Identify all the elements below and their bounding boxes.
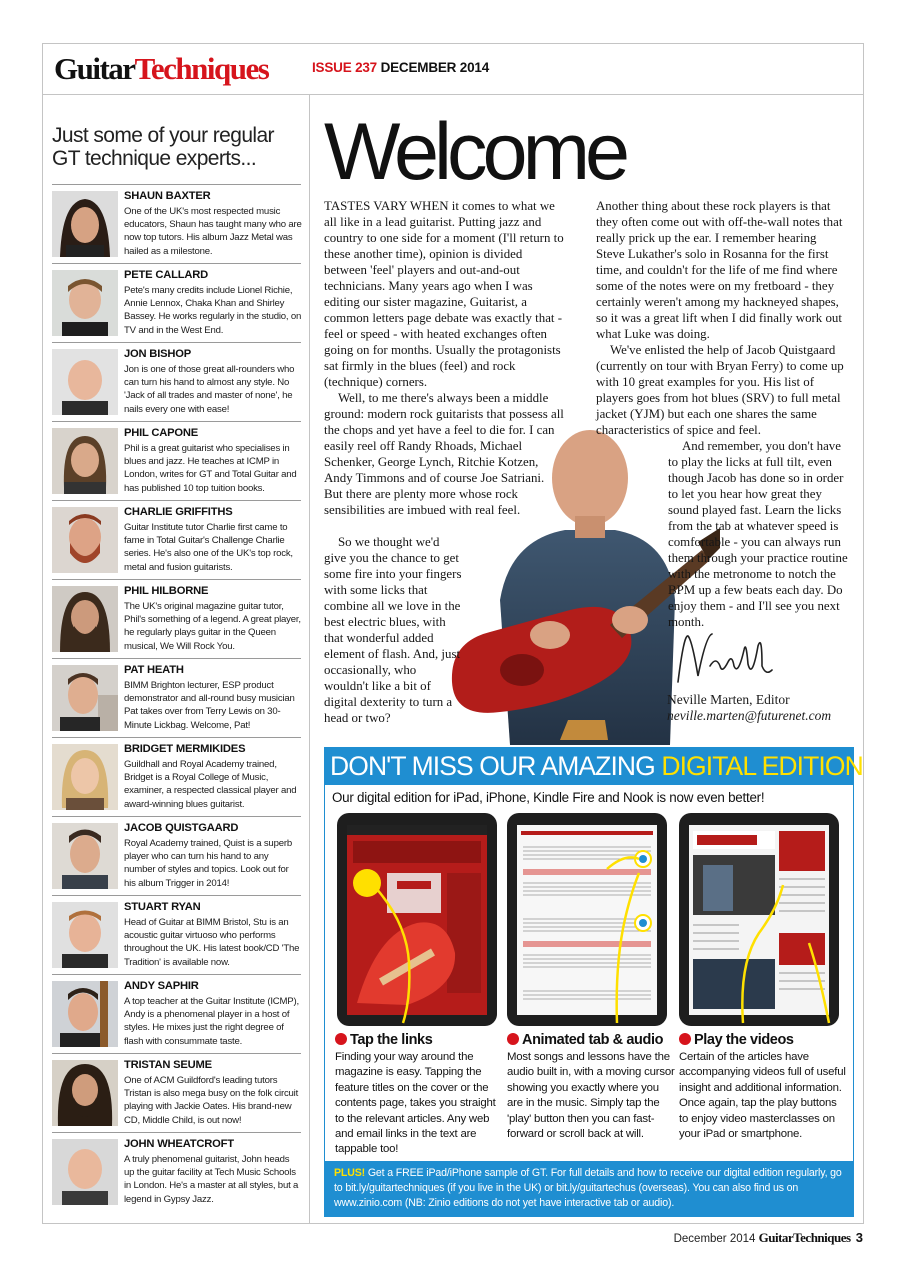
bullet-dot-icon	[335, 1033, 347, 1045]
issue-number: ISSUE 237	[312, 60, 377, 75]
editor-signature	[672, 626, 776, 688]
expert-item	[52, 184, 301, 262]
welcome-title: Welcome	[324, 107, 626, 197]
expert-photo	[52, 902, 118, 968]
expert-item	[52, 342, 301, 420]
logo-techniques: Techniques	[134, 51, 269, 86]
digital-title-white: DON'T MISS OUR AMAZING	[330, 751, 655, 781]
expert-bio: One of the UK's most respected music educators, Shaun has taught many who are now top tutors. His album Jazz Metal was hailed as a milestone.	[124, 206, 302, 257]
tablet-video-preview[interactable]	[679, 813, 839, 1026]
digital-edition-subtitle: Our digital edition for iPad, iPhone, Kindle Fire and Nook is now even better!	[332, 790, 765, 805]
feature-title	[507, 1032, 663, 1048]
digital-title-yellow: DIGITAL EDITION	[661, 751, 863, 781]
expert-photo	[52, 665, 118, 731]
expert-name: TRISTAN SEUME	[124, 1059, 212, 1071]
expert-bio: Head of Guitar at BIMM Bristol, Stu is an acoustic guitar virtuoso who performs throughout the UK. His latest book/CD 'The Tradition' is available now.	[124, 917, 300, 968]
expert-photo	[52, 823, 118, 889]
welcome-paragraph: We've enlisted the help of Jacob Quistgaard (currently on tour with Bryan Ferry) to come up with 10 great examples for you. His list of players goes from hot blues (SRV) to full metal jacket (YJM) but each one shares the same characteristics of spice and feel.	[596, 343, 844, 437]
logo-guitar: Guitar	[54, 51, 135, 86]
expert-bio: One of ACM Guildford's leading tutors Tristan is also mega busy on the folk circuit playing with Jackie Oates. His brand-new CD, Middle Child, is out now!	[124, 1075, 299, 1126]
expert-name: PHIL HILBORNE	[124, 585, 209, 597]
issue-date: DECEMBER 2014	[380, 60, 490, 75]
expert-item	[52, 816, 301, 894]
column-rule	[309, 94, 310, 1224]
expert-photo	[52, 191, 118, 257]
footer-month: December 2014	[673, 1233, 756, 1245]
expert-name: JON BISHOP	[124, 348, 192, 360]
expert-item	[52, 579, 301, 657]
expert-name: JACOB QUISTGAARD	[124, 822, 239, 834]
footer-magazine: GuitarTechniques	[758, 1230, 851, 1245]
expert-bio: Pete's many credits include Lionel Richie, Annie Lennox, Chaka Khan and Shirley Bassey. He works regularly in the studio, on TV and in the West End.	[124, 285, 302, 336]
expert-name: SHAUN BAXTER	[124, 190, 211, 202]
tablet-cover-preview[interactable]	[337, 813, 497, 1026]
expert-photo	[52, 586, 118, 652]
expert-bio: A top teacher at the Guitar Institute (ICMP), Andy is a phenomenal player in a host of styles. He mixes just the right degree of flash with consummate taste.	[124, 996, 299, 1047]
expert-bio: BIMM Brighton lecturer, ESP product demonstrator and all-round busy musician Pat takes over from Terry Lewis on 30-Minute Lickbag. Welcome, Pat!	[124, 680, 295, 731]
experts-heading: Just some of your regular GT technique experts...	[52, 124, 274, 170]
welcome-paragraph: Another thing about these rock players is that they often come out with off-the-wall notes that really prick up the ear. I remember hearing Steve Lukather's solo in Rosanna for the first time, and couldn't for the life of me find where some of the notes were on my fretboard - they certainly weren't among my hackneyed shapes, so it was a great lift when I did finally work out what Luke was doing.	[596, 199, 843, 341]
expert-item	[52, 263, 301, 341]
feature-title-text: Animated tab & audio	[522, 1032, 664, 1048]
tablet-tab-preview[interactable]	[507, 813, 667, 1026]
welcome-column-1	[324, 198, 564, 518]
expert-item	[52, 1132, 301, 1210]
header-rule	[42, 94, 864, 95]
expert-bio: Royal Academy trained, Quist is a superb player who can turn his hand to any number of styles and topics. Look out for his album Trigger in 2014!	[124, 838, 292, 889]
expert-bio: Jon is one of those great all-rounders who can turn his hand to almost any style. No 'Jack of all trades and master of none', he nails every one with ease!	[124, 364, 295, 415]
expert-bio: Guitar Institute tutor Charlie first came to fame in Total Guitar's Challenge Charlie series. He's also one of the UK's top rock, metal and fusion guitarists.	[124, 522, 293, 573]
expert-name: JOHN WHEATCROFT	[124, 1138, 234, 1150]
expert-item	[52, 421, 301, 499]
expert-item	[52, 974, 301, 1052]
welcome-column-2-lower	[668, 438, 848, 630]
expert-item	[52, 737, 301, 815]
welcome-paragraph: Well, to me there's always been a middle ground: modern rock guitarists that possess all the chops and yet have a feel to die for. I can easily reel off Randy Rhoads, Michael Schenker, George Lynch, Ritchie Kotzen, Andy Timmons and of course Joe Satriani. But there are plenty more whose rock sensibilities are imbued with real feel.	[324, 391, 564, 517]
magazine-logo	[54, 51, 268, 89]
issue-line	[312, 60, 489, 75]
expert-photo	[52, 981, 118, 1047]
bullet-dot-icon	[507, 1033, 519, 1045]
expert-photo	[52, 270, 118, 336]
welcome-paragraph: So we thought we'd give you the chance to get some fire into your fingers with some licks that combine all we love in the best electric blues, with that wonderful added element of flash. And, just occasionally, who wouldn't like a bit of digital dexterity to turn a head or two?	[324, 535, 462, 725]
digital-edition-title	[330, 751, 863, 782]
expert-photo	[52, 1139, 118, 1205]
feature-title-text: Tap the links	[350, 1032, 433, 1048]
plus-offer-body[interactable]: Get a FREE iPad/iPhone sample of GT. For full details and how to receive our digital edition regularly, go to bit.ly/guitartechniques (if you live in the UK) or bit.ly/guitartechus (overseas). You can also find us on www.zinio.com (NB: Zinio editions do not yet have interactive tab or audio).	[334, 1167, 842, 1209]
expert-item	[52, 1053, 301, 1131]
expert-name: PAT HEATH	[124, 664, 184, 676]
welcome-column-1-lower	[324, 534, 462, 726]
welcome-paragraph: And remember, you don't have to play the licks at full tilt, even though Jacob has done so in order to let you hear how great they sound played fast. Learn the licks from the tab at whatever speed is comfortable - you can always run them through your practice routine with the metronome to notch the BPM up a few beats each day. Do enjoy them - and I'll see you next month.	[668, 439, 848, 629]
expert-bio: Phil is a great guitarist who specialises in blues and jazz. He teaches at ICMP in London, writes for GT and Total Guitar and has published 10 top tuition books.	[124, 443, 297, 494]
feature-title	[679, 1032, 794, 1048]
expert-item	[52, 500, 301, 578]
welcome-paragraph: TASTES VARY WHEN it comes to what we all like in a lead guitarist. Putting jazz and country to one side for a moment (I'll return to these another time), opinion is divided between 'feel' players and out-and-out technicians. Many years ago when I was editing our sister magazine, Guitarist, a common letters page debate was exactly that - feel or speed - with heated exchanges often going on for months. Usually the protagonists sat firmly in the blues (feel) and rock (technique) corners.	[324, 199, 564, 389]
expert-name: BRIDGET MERMIKIDES	[124, 743, 246, 755]
feature-title-text: Play the videos	[694, 1032, 794, 1048]
feature-text: Most songs and lessons have the audio built in, with a moving cursor showing you exactly where you are in the music. Simply tap the 'play' button then you can fast-forward or scroll back at will.	[507, 1051, 675, 1141]
expert-bio: The UK's original magazine guitar tutor, Phil's something of a legend. A great player, he regularly plays guitar in the Queen musical, We Will Rock You.	[124, 601, 301, 652]
expert-bio: Guildhall and Royal Academy trained, Bridget is a Royal College of Music, examiner, a respected classical player and award-winning blues guitarist.	[124, 759, 297, 810]
page-number: 3	[855, 1230, 863, 1245]
expert-photo	[52, 744, 118, 810]
bullet-dot-icon	[679, 1033, 691, 1045]
welcome-column-2	[596, 198, 846, 438]
expert-name: ANDY SAPHIR	[124, 980, 199, 992]
expert-item	[52, 658, 301, 736]
feature-text: Certain of the articles have accompanying videos full of useful insight and additional information. Once again, tap the play buttons to enjoy video masterclasses on your iPad or smartphone.	[679, 1051, 846, 1141]
expert-photo	[52, 428, 118, 494]
feature-text: Finding your way around the magazine is easy. Tapping the feature titles on the cover or the contents page, takes you straight to the relevant articles. Any web and email links in the text are tappable too!	[335, 1051, 496, 1156]
expert-name: PHIL CAPONE	[124, 427, 199, 439]
editor-name: Neville Marten, Editor	[667, 692, 790, 707]
expert-photo	[52, 349, 118, 415]
plus-offer-text	[334, 1166, 846, 1211]
expert-photo	[52, 507, 118, 573]
editor-email-link[interactable]: neville.marten@futurenet.com	[667, 708, 832, 723]
expert-item	[52, 895, 301, 973]
page-footer	[674, 1230, 863, 1246]
expert-bio: A truly phenomenal guitarist, John heads up the guitar facility at Tech Music Schools in London. He's a master at all styles, but a legend in Gypsy Jazz.	[124, 1154, 299, 1205]
expert-name: CHARLIE GRIFFITHS	[124, 506, 233, 518]
expert-name: PETE CALLARD	[124, 269, 208, 281]
expert-name: STUART RYAN	[124, 901, 201, 913]
feature-title	[335, 1032, 432, 1048]
plus-label: PLUS!	[334, 1167, 366, 1179]
expert-photo	[52, 1060, 118, 1126]
